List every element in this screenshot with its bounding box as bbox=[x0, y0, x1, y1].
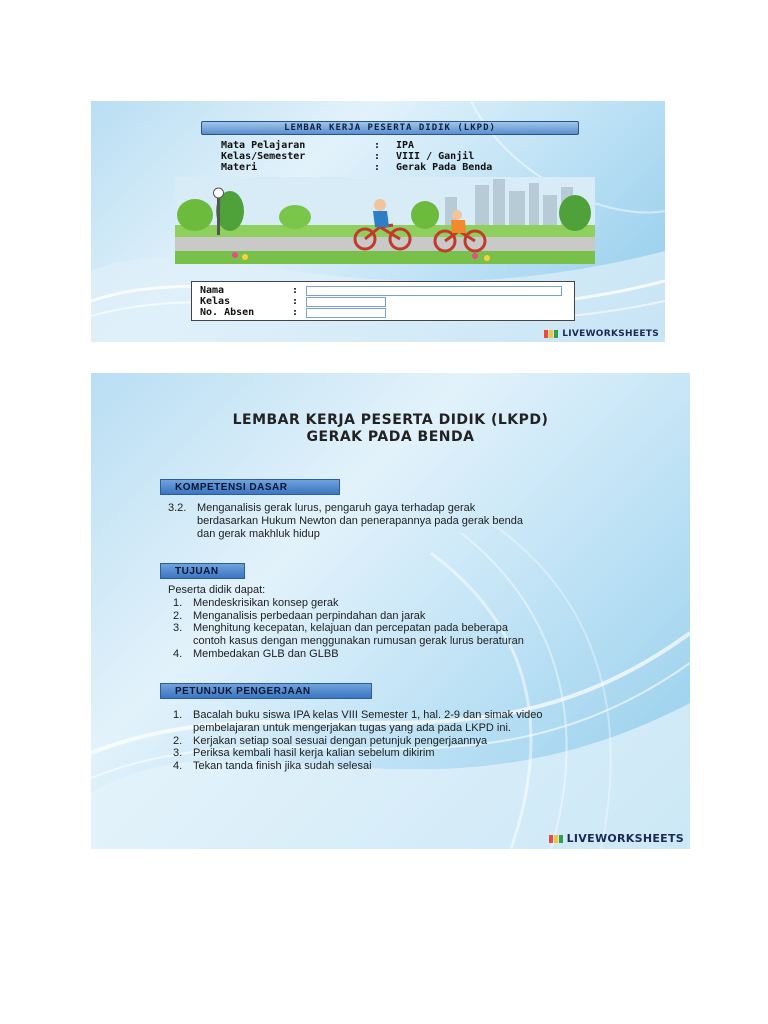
tujuan-intro: Peserta didik dapat: bbox=[168, 584, 266, 596]
form-row-class bbox=[200, 296, 386, 307]
logo-text: LIVEWORKSHEETS bbox=[562, 329, 659, 339]
list-item bbox=[173, 760, 543, 773]
liveworksheets-mark-icon bbox=[544, 330, 559, 338]
page-subtitle: GERAK PADA BENDA bbox=[306, 429, 475, 445]
name-label: Nama bbox=[200, 285, 225, 296]
kompetensi-heading: KOMPETENSI DASAR bbox=[160, 479, 340, 495]
worksheet-instructions-slide bbox=[91, 373, 690, 849]
item-text: Tekan tanda finish jika sudah selesai bbox=[193, 760, 372, 773]
list-item bbox=[173, 597, 524, 610]
student-identity-form bbox=[191, 281, 575, 321]
form-row-absen bbox=[200, 307, 386, 318]
logo-text: LIVEWORKSHEETS bbox=[566, 832, 684, 845]
info-row-class bbox=[221, 151, 492, 162]
name-input[interactable] bbox=[306, 286, 562, 296]
tujuan-list bbox=[168, 584, 524, 661]
absen-label: No. Absen bbox=[200, 307, 255, 318]
form-colon: : bbox=[292, 296, 299, 307]
kompetensi-line-text: Menganalisis gerak lurus, pengaruh gaya terhadap gerak bbox=[197, 502, 476, 514]
info-colon: : bbox=[374, 140, 381, 151]
info-label: Kelas/Semester bbox=[221, 151, 306, 162]
kompetensi-number: 3.2. bbox=[168, 502, 187, 514]
list-item bbox=[173, 735, 543, 748]
list-item bbox=[173, 648, 524, 661]
worksheet-cover-slide bbox=[91, 101, 665, 342]
petunjuk-list bbox=[168, 709, 543, 773]
petunjuk-heading: PETUNJUK PENGERJAAN bbox=[160, 683, 372, 699]
page-title: LEMBAR KERJA PESERTA DIDIK (LKPD) bbox=[232, 412, 549, 428]
kompetensi-text bbox=[168, 502, 523, 540]
info-label: Materi bbox=[221, 162, 258, 173]
item-number: 1. bbox=[173, 709, 183, 721]
item-number: 2. bbox=[173, 609, 183, 622]
info-row-topic bbox=[221, 162, 492, 173]
class-input[interactable] bbox=[306, 297, 386, 307]
liveworksheets-mark-icon bbox=[549, 835, 564, 843]
info-row-subject bbox=[221, 140, 492, 151]
form-colon: : bbox=[292, 285, 299, 296]
list-item bbox=[173, 747, 543, 760]
list-item bbox=[173, 709, 543, 735]
kompetensi-line-text: berdasarkan Hukum Newton dan penerapannya pada gerak benda bbox=[197, 514, 523, 527]
item-text: Menghitung kecepatan, kelajuan dan percepatan pada beberapa bbox=[193, 622, 508, 635]
tujuan-heading: TUJUAN bbox=[160, 563, 245, 579]
lkpd-title-banner: LEMBAR KERJA PESERTA DIDIK (LKPD) bbox=[201, 121, 579, 135]
item-number: 3. bbox=[173, 747, 183, 760]
item-text: pembelajaran untuk mengerjakan tugas yang ada pada LKPD ini. bbox=[193, 721, 511, 734]
info-value: IPA bbox=[396, 140, 415, 151]
item-text: Mendeskrisikan konsep gerak bbox=[193, 596, 339, 609]
absen-input[interactable] bbox=[306, 308, 386, 318]
form-row-name bbox=[200, 285, 562, 296]
item-text: Bacalah buku siswa IPA kelas VIII Semester 1, hal. 2-9 dan simak video bbox=[193, 709, 543, 721]
form-colon: : bbox=[292, 307, 299, 318]
info-label: Mata Pelajaran bbox=[221, 140, 306, 151]
item-text: contoh kasus dengan menggunakan rumusan gerak lurus beraturan bbox=[193, 635, 524, 648]
subject-info bbox=[221, 140, 492, 173]
kompetensi-line bbox=[168, 502, 523, 515]
item-text: Periksa kembali hasil kerja kalian sebelum dikirim bbox=[193, 747, 435, 760]
item-number: 2. bbox=[173, 734, 183, 747]
kompetensi-line bbox=[168, 515, 523, 528]
list-item bbox=[173, 610, 524, 623]
kompetensi-line-text: dan gerak makhluk hidup bbox=[197, 527, 320, 540]
liveworksheets-logo bbox=[544, 329, 659, 339]
liveworksheets-logo bbox=[549, 832, 684, 845]
item-number: 4. bbox=[173, 647, 183, 660]
info-colon: : bbox=[374, 151, 381, 162]
info-colon: : bbox=[374, 162, 381, 173]
info-value: Gerak Pada Benda bbox=[396, 162, 493, 173]
item-text: Membedakan GLB dan GLBB bbox=[193, 647, 339, 660]
item-number: 1. bbox=[173, 596, 183, 609]
kompetensi-line bbox=[168, 528, 523, 541]
list-item bbox=[173, 622, 524, 648]
item-number: 4. bbox=[173, 760, 183, 773]
item-text: Kerjakan setiap soal sesuai dengan petunjuk pengerjaannya bbox=[193, 734, 488, 747]
class-label: Kelas bbox=[200, 296, 231, 307]
info-value: VIII / Ganjil bbox=[396, 151, 475, 162]
item-number: 3. bbox=[173, 622, 183, 635]
cycling-park-illustration bbox=[175, 177, 595, 264]
item-text: Menganalisis perbedaan perpindahan dan jarak bbox=[193, 609, 426, 622]
